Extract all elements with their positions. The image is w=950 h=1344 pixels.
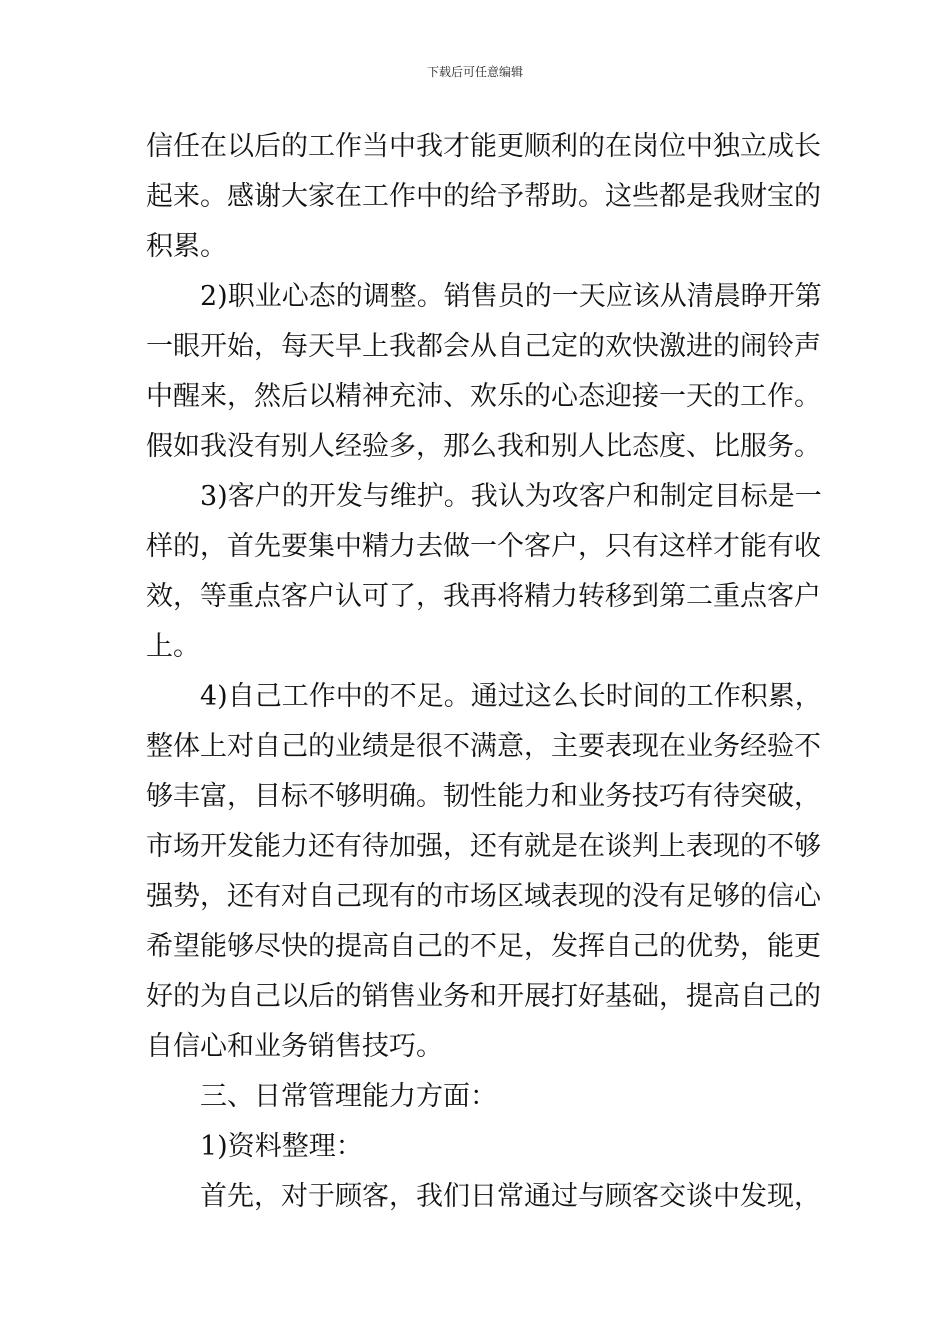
- text-line-14: 够丰富，目标不够明确。韧性能力和业务技巧有待突破，: [146, 781, 821, 812]
- paragraph-4-start: 4)自己工作中的不足。通过这么长时间的工作积累，: [200, 681, 822, 712]
- section-heading: 三、日常管理能力方面：: [200, 1081, 497, 1112]
- text-line-18: 好的为自己以后的销售业务和开展打好基础，提高自己的: [146, 981, 821, 1012]
- text-line-17: 希望能够尽快的提高自己的不足，发挥自己的优势，能更: [146, 931, 821, 962]
- text-line-3: 积累。: [146, 231, 227, 262]
- text-line-11: 上。: [146, 631, 200, 662]
- page-header: 下载后可任意编辑: [426, 65, 523, 79]
- text-line-13: 整体上对自己的业绩是很不满意，主要表现在业务经验不: [146, 731, 821, 762]
- text-line-2: 起来。感谢大家在工作中的给予帮助。这些都是我财宝的: [146, 181, 821, 212]
- text-line-7: 假如我没有别人经验多，那么我和别人比态度、比服务。: [146, 431, 821, 462]
- text-line-16: 强势，还有对自己现有的市场区域表现的没有足够的信心: [146, 881, 821, 912]
- paragraph-3-start: 3)客户的开发与维护。我认为攻客户和制定目标是一: [200, 481, 822, 512]
- subsection-heading: 1)资料整理：: [200, 1131, 363, 1162]
- text-line-6: 中醒来，然后以精神充沛、欢乐的心态迎接一天的工作。: [146, 381, 821, 412]
- text-line-9: 样的，首先要集中精力去做一个客户，只有这样才能有收: [146, 531, 821, 562]
- text-line-5: 一眼开始，每天早上我都会从自己定的欢快激进的闹铃声: [146, 331, 821, 362]
- text-line-19: 自信心和业务销售技巧。: [146, 1031, 443, 1062]
- text-line-10: 效，等重点客户认可了，我再将精力转移到第二重点客户: [146, 581, 821, 612]
- document-body: [146, 122, 822, 1222]
- paragraph-2-start: 2)职业心态的调整。销售员的一天应该从清晨睁开第: [200, 281, 822, 312]
- text-line-15: 市场开发能力还有待加强，还有就是在谈判上表现的不够: [146, 831, 821, 862]
- paragraph-5-start: 首先，对于顾客，我们日常通过与顾客交谈中发现，: [200, 1181, 821, 1212]
- text-line-1: 信任在以后的工作当中我才能更顺利的在岗位中独立成长: [146, 131, 821, 162]
